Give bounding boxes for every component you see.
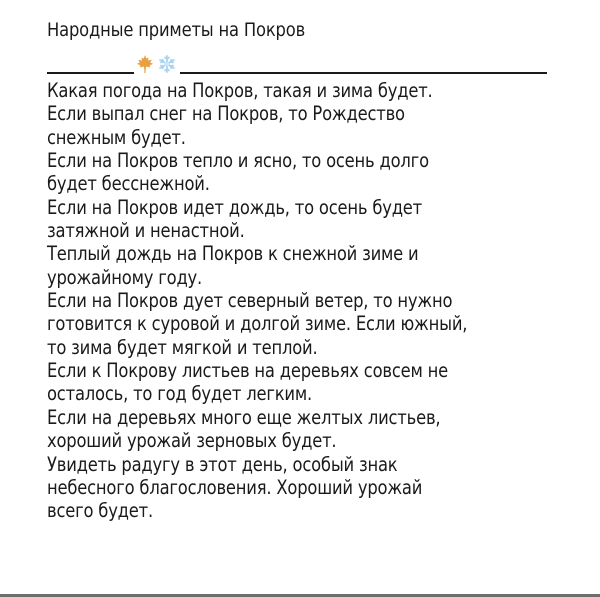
text-line: Если на Покров тепло и ясно, то осень долго — [47, 149, 429, 173]
text-line: хороший урожай зерновых будет. — [47, 429, 337, 453]
text-line: Какая погода на Покров, такая и зима будет. — [47, 79, 433, 102]
text-line: Теплый дождь на Покров к снежной зиме и — [47, 242, 419, 266]
text-line: снежным будет. — [47, 125, 186, 149]
text-line: затяжной и ненастной. — [47, 219, 245, 243]
divider-line-right — [180, 72, 547, 74]
text-line: Если на деревьях много еще желтых листьев, — [47, 405, 441, 429]
text-line: небесного благословения. Хороший урожай — [47, 475, 423, 499]
text-line: Если на Покров дует северный ветер, то нужно — [47, 289, 453, 313]
text-line: Если к Покрову листьев на деревьях совсем не — [47, 359, 449, 383]
text-line: то зима будет мягкой и теплой. — [47, 335, 318, 359]
maple-leaf-icon — [137, 55, 153, 73]
text-line: Если на Покров идет дождь, то осень будет — [47, 195, 423, 219]
text-line: Если выпал снег на Покров, то Рождество — [47, 102, 405, 126]
text-line: будет бесснежной. — [47, 172, 210, 196]
title-divider — [47, 55, 549, 75]
text-line: готовится к суровой и долгой зиме. Если южный, — [47, 312, 468, 336]
text-line: Увидеть радугу в этот день, особый знак — [47, 452, 398, 476]
text-line: урожайному году. — [47, 265, 203, 289]
omens-text — [47, 79, 585, 523]
document-title: Народные приметы на Покров — [47, 19, 306, 41]
text-line: осталось, то год будет легким. — [47, 382, 313, 406]
snowflake-icon — [159, 55, 175, 73]
text-line: всего будет. — [47, 499, 153, 523]
divider-line-left — [47, 72, 134, 74]
